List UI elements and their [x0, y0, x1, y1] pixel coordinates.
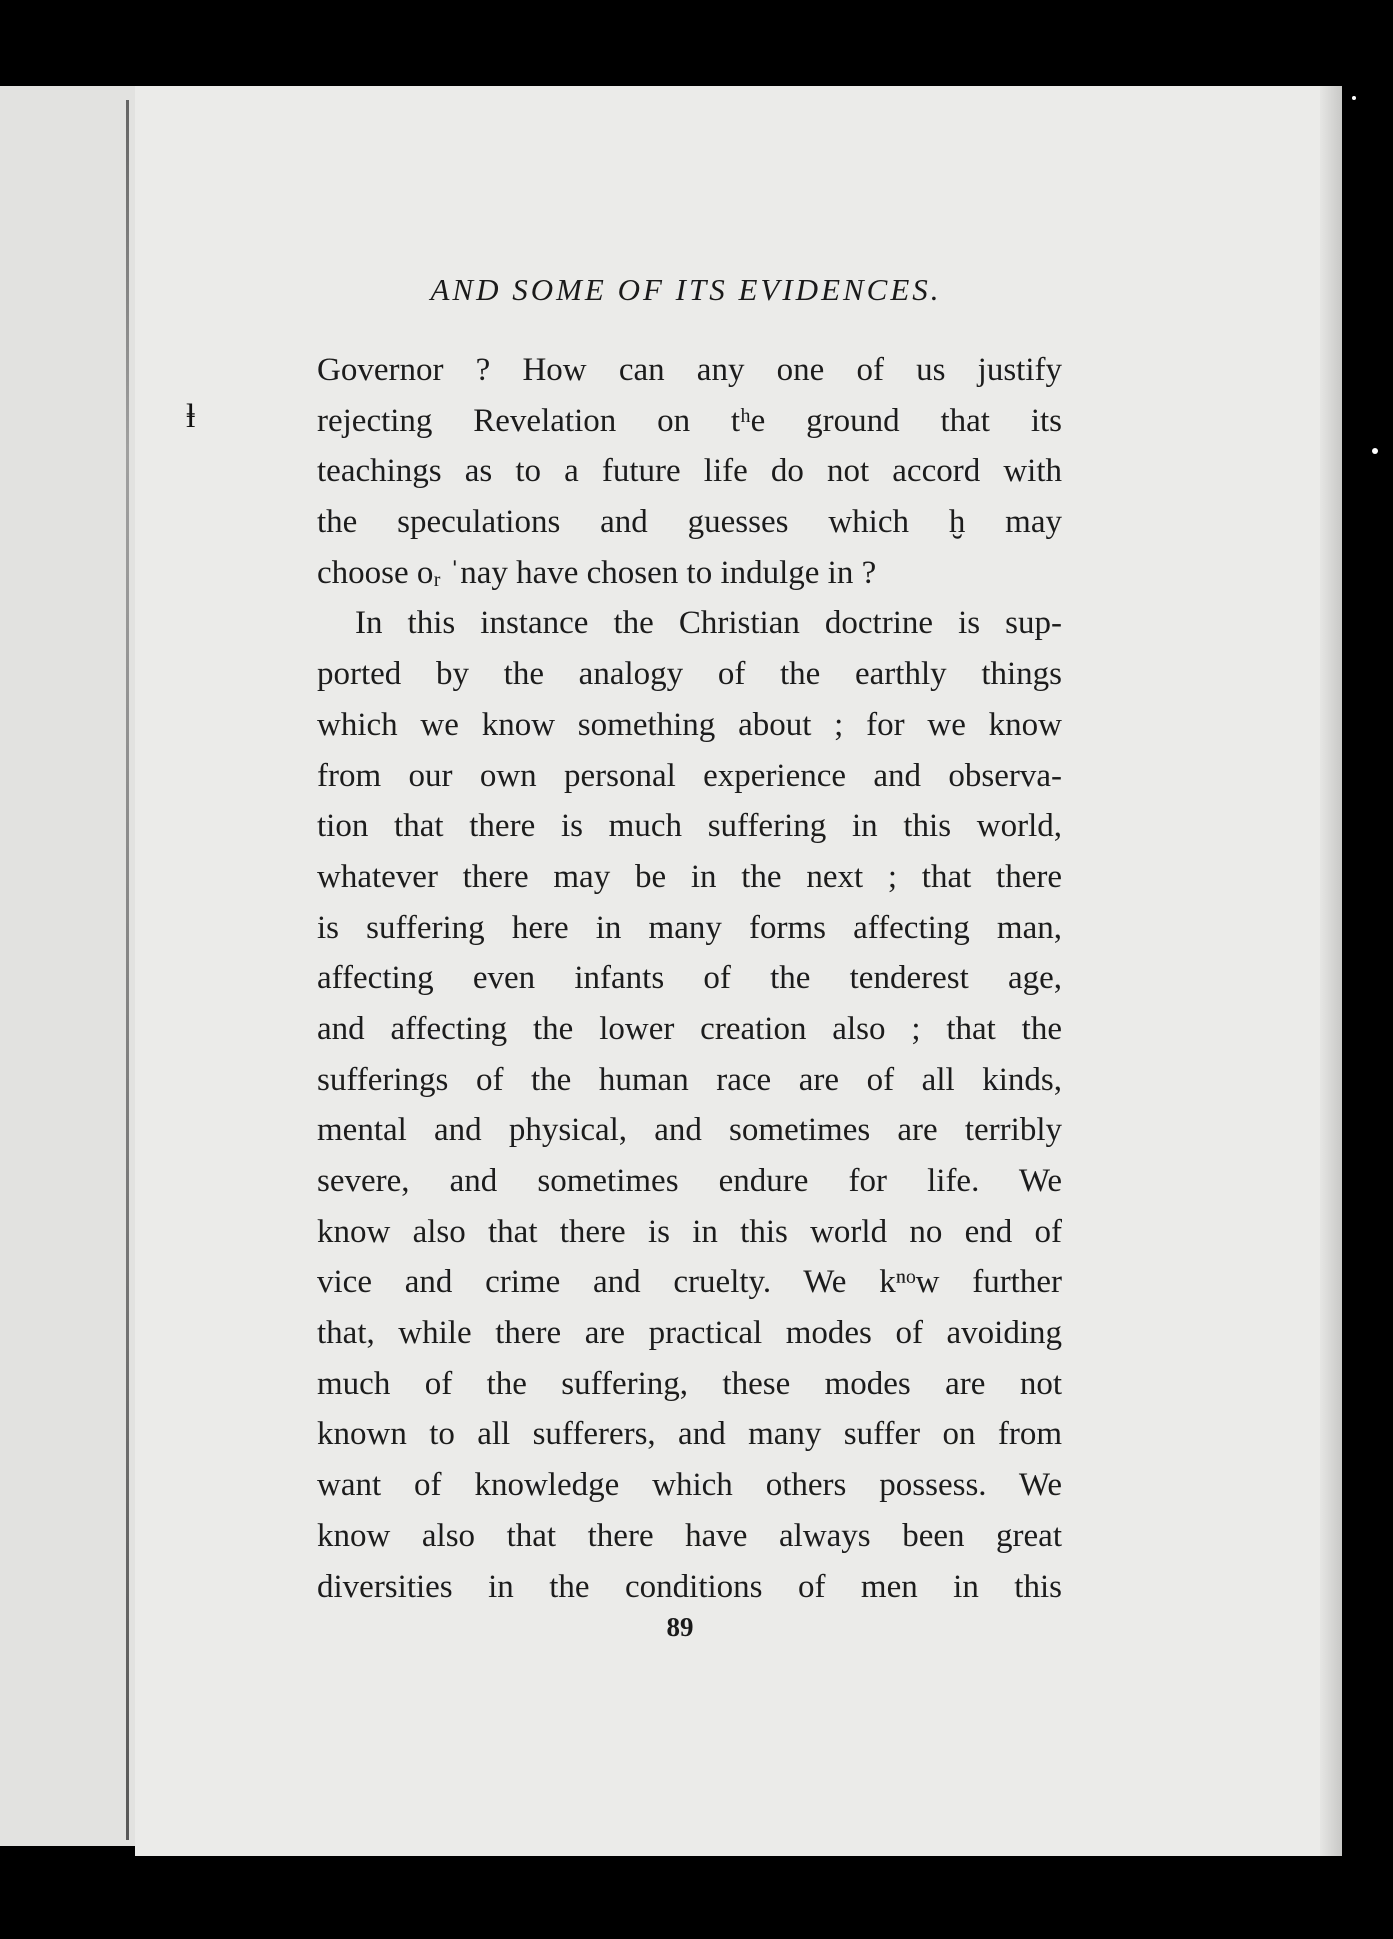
scan-speck [1372, 448, 1378, 454]
text-line: and affecting the lower creation also ; that the [317, 1010, 1062, 1047]
text-line: choose oᵣ ˈnay have chosen to indulge in ? [317, 554, 877, 591]
body-text [317, 345, 1062, 1612]
text-line: know also that there have always been great [317, 1517, 1062, 1554]
text-line: rejecting Revelation on tʰe ground that its [317, 402, 1062, 439]
text-line: is suffering here in many forms affecting man, [317, 909, 1062, 946]
text-line: known to all sufferers, and many suffer on from [317, 1416, 1062, 1453]
text-line: sufferings of the human race are of all kinds, [317, 1061, 1062, 1098]
text-line: mental and physical, and sometimes are terribly [317, 1112, 1062, 1149]
text-line: vice and crime and cruelty. We kⁿᵒw further [317, 1264, 1062, 1301]
text-line: teachings as to a future life do not accord with [317, 453, 1062, 490]
text-line: diversities in the conditions of men in this [317, 1568, 1062, 1605]
text-line: affecting even infants of the tenderest age, [317, 960, 1062, 997]
text-line: severe, and sometimes endure for life. We [317, 1163, 1062, 1199]
text-line: know also that there is in this world no end of [317, 1213, 1062, 1250]
text-line: Governor ? How can any one of us justify [317, 352, 1062, 388]
text-line: ported by the analogy of the earthly things [317, 656, 1062, 693]
text-line: want of knowledge which others possess. We [317, 1467, 1062, 1504]
page-number: 89 [666, 1612, 694, 1642]
text-line: the speculations and guesses which ḫ may [317, 504, 1062, 541]
text-line: In this instance the Christian doctrine is sup- [355, 605, 1062, 642]
book-gutter-line [126, 100, 129, 1840]
facing-page-edge [0, 86, 135, 1846]
text-line: which we know something about ; for we know [317, 706, 1062, 743]
text-line: whatever there may be in the next ; that there [317, 858, 1062, 895]
text-line: from our own personal experience and observa- [317, 757, 1062, 794]
text-line: much of the suffering, these modes are not [317, 1365, 1062, 1402]
text-line: tion that there is much suffering in this world, [317, 808, 1062, 845]
margin-mark: ⱡ [186, 398, 196, 435]
text-line: that, while there are practical modes of avoiding [317, 1315, 1062, 1352]
page-edge-shadow [1320, 86, 1342, 1856]
running-head: AND SOME OF ITS EVIDENCES. [430, 272, 942, 307]
scan-speck [1352, 96, 1356, 100]
